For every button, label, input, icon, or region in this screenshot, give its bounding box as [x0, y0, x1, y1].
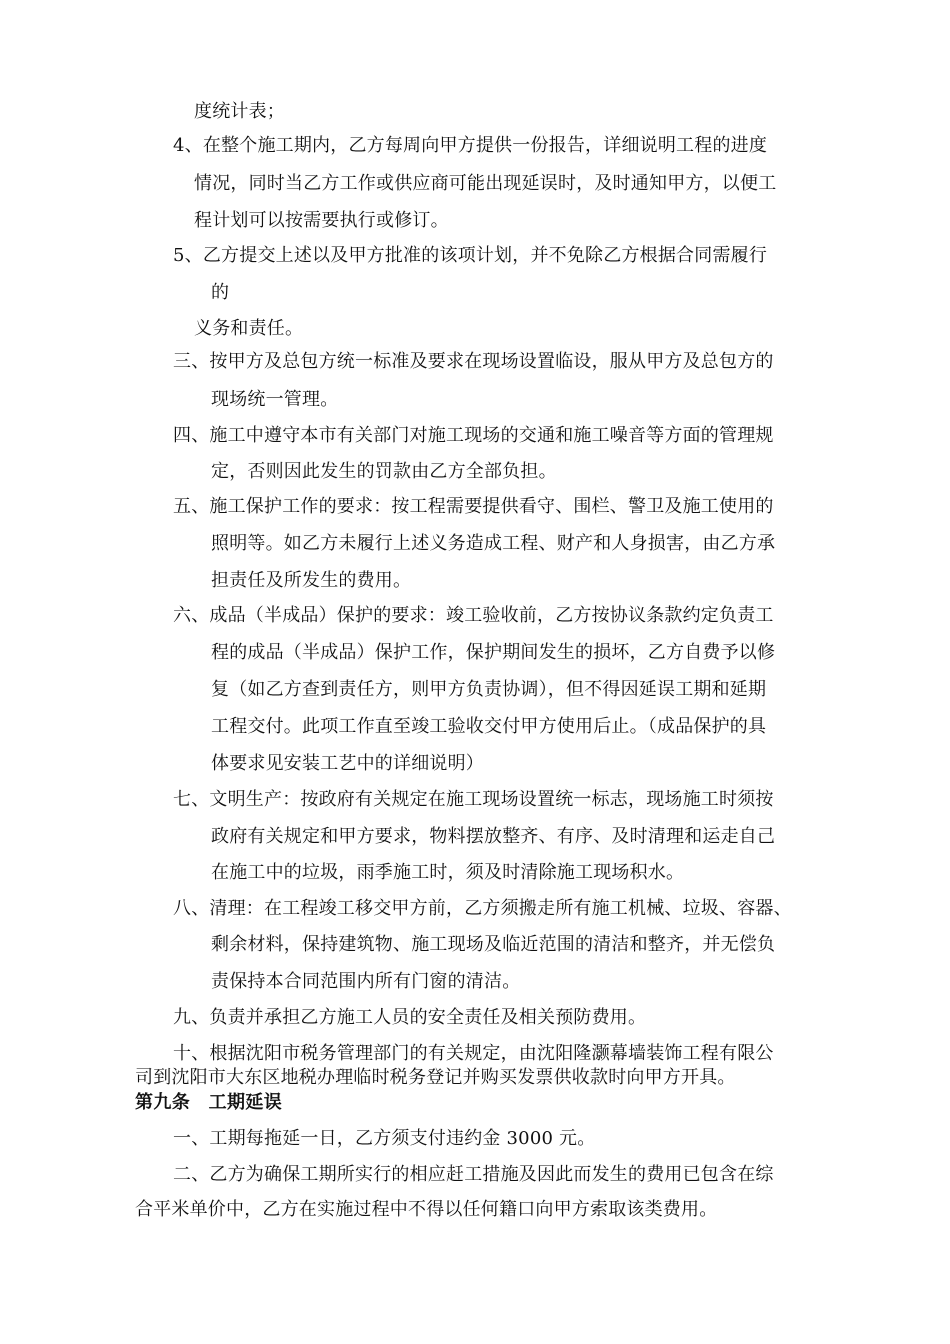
- text-line: 五、施工保护工作的要求：按工程需要提供看守、围栏、警卫及施工使用的: [173, 496, 774, 517]
- text-line: 体要求见安装工艺中的详细说明）: [211, 753, 484, 774]
- text-line: 5、乙方提交上述以及甲方批准的该项计划，并不免除乙方根据合同需履行: [173, 245, 768, 266]
- text-line: 的: [211, 282, 230, 303]
- text-line: 现场统一管理。: [211, 389, 339, 410]
- text-line: 十、根据沈阳市税务管理部门的有关规定，由沈阳隆灏幕墙装饰工程有限公: [173, 1043, 774, 1064]
- text-line: 司到沈阳市大东区地税办理临时税务登记并购买发票供收款时向甲方开具。: [135, 1067, 736, 1088]
- text-line: 政府有关规定和甲方要求，物料摆放整齐、有序、及时清理和运走自己: [211, 826, 776, 847]
- text-line: 二、乙方为确保工期所实行的相应赶工措施及因此而发生的费用已包含在综: [173, 1164, 774, 1185]
- text-line: 程计划可以按需要执行或修订。: [194, 210, 449, 231]
- text-line: 复（如乙方查到责任方，则甲方负责协调），但不得因延误工期和延期: [211, 679, 767, 700]
- text-line: 担责任及所发生的费用。: [211, 570, 412, 591]
- text-line: 度统计表；: [194, 101, 285, 122]
- text-line: 合平米单价中，乙方在实施过程中不得以任何籍口向甲方索取该类费用。: [135, 1199, 718, 1220]
- text-line: 情况，同时当乙方工作或供应商可能出现延误时，及时通知甲方，以便工: [194, 173, 777, 194]
- text-line: 剩余材料，保持建筑物、施工现场及临近范围的清洁和整齐，并无偿负: [211, 934, 776, 955]
- text-line: 九、负责并承担乙方施工人员的安全责任及相关预防费用。: [173, 1007, 647, 1028]
- text-line: 照明等。如乙方未履行上述义务造成工程、财产和人身损害，由乙方承: [211, 533, 776, 554]
- text-line: 责保持本合同范围内所有门窗的清洁。: [211, 971, 521, 992]
- text-line: 程的成品（半成品）保护工作，保护期间发生的损坏，乙方自费予以修: [211, 642, 776, 663]
- text-line: 三、按甲方及总包方统一标准及要求在现场设置临设，服从甲方及总包方的: [173, 351, 774, 372]
- article-heading: 第九条 工期延误: [135, 1092, 283, 1113]
- text-line: 4、在整个施工期内，乙方每周向甲方提供一份报告，详细说明工程的进度: [173, 135, 768, 156]
- text-line: 义务和责任。: [194, 318, 304, 339]
- text-line: 四、施工中遵守本市有关部门对施工现场的交通和施工噪音等方面的管理规: [173, 425, 774, 446]
- text-line: 在施工中的垃圾，雨季施工时，须及时清除施工现场积水。: [211, 862, 685, 883]
- text-line: 一、工期每拖延一日，乙方须支付违约金 3000 元。: [173, 1128, 596, 1149]
- text-line: 七、文明生产：按政府有关规定在施工现场设置统一标志，现场施工时须按: [173, 789, 774, 810]
- text-line: 八、清理：在工程竣工移交甲方前，乙方须搬走所有施工机械、垃圾、容器、: [173, 898, 792, 919]
- text-line: 定，否则因此发生的罚款由乙方全部负担。: [211, 461, 557, 482]
- text-line: 六、成品（半成品）保护的要求：竣工验收前，乙方按协议条款约定负责工: [173, 605, 774, 626]
- text-line: 工程交付。此项工作直至竣工验收交付甲方使用后止。（成品保护的具: [211, 716, 767, 737]
